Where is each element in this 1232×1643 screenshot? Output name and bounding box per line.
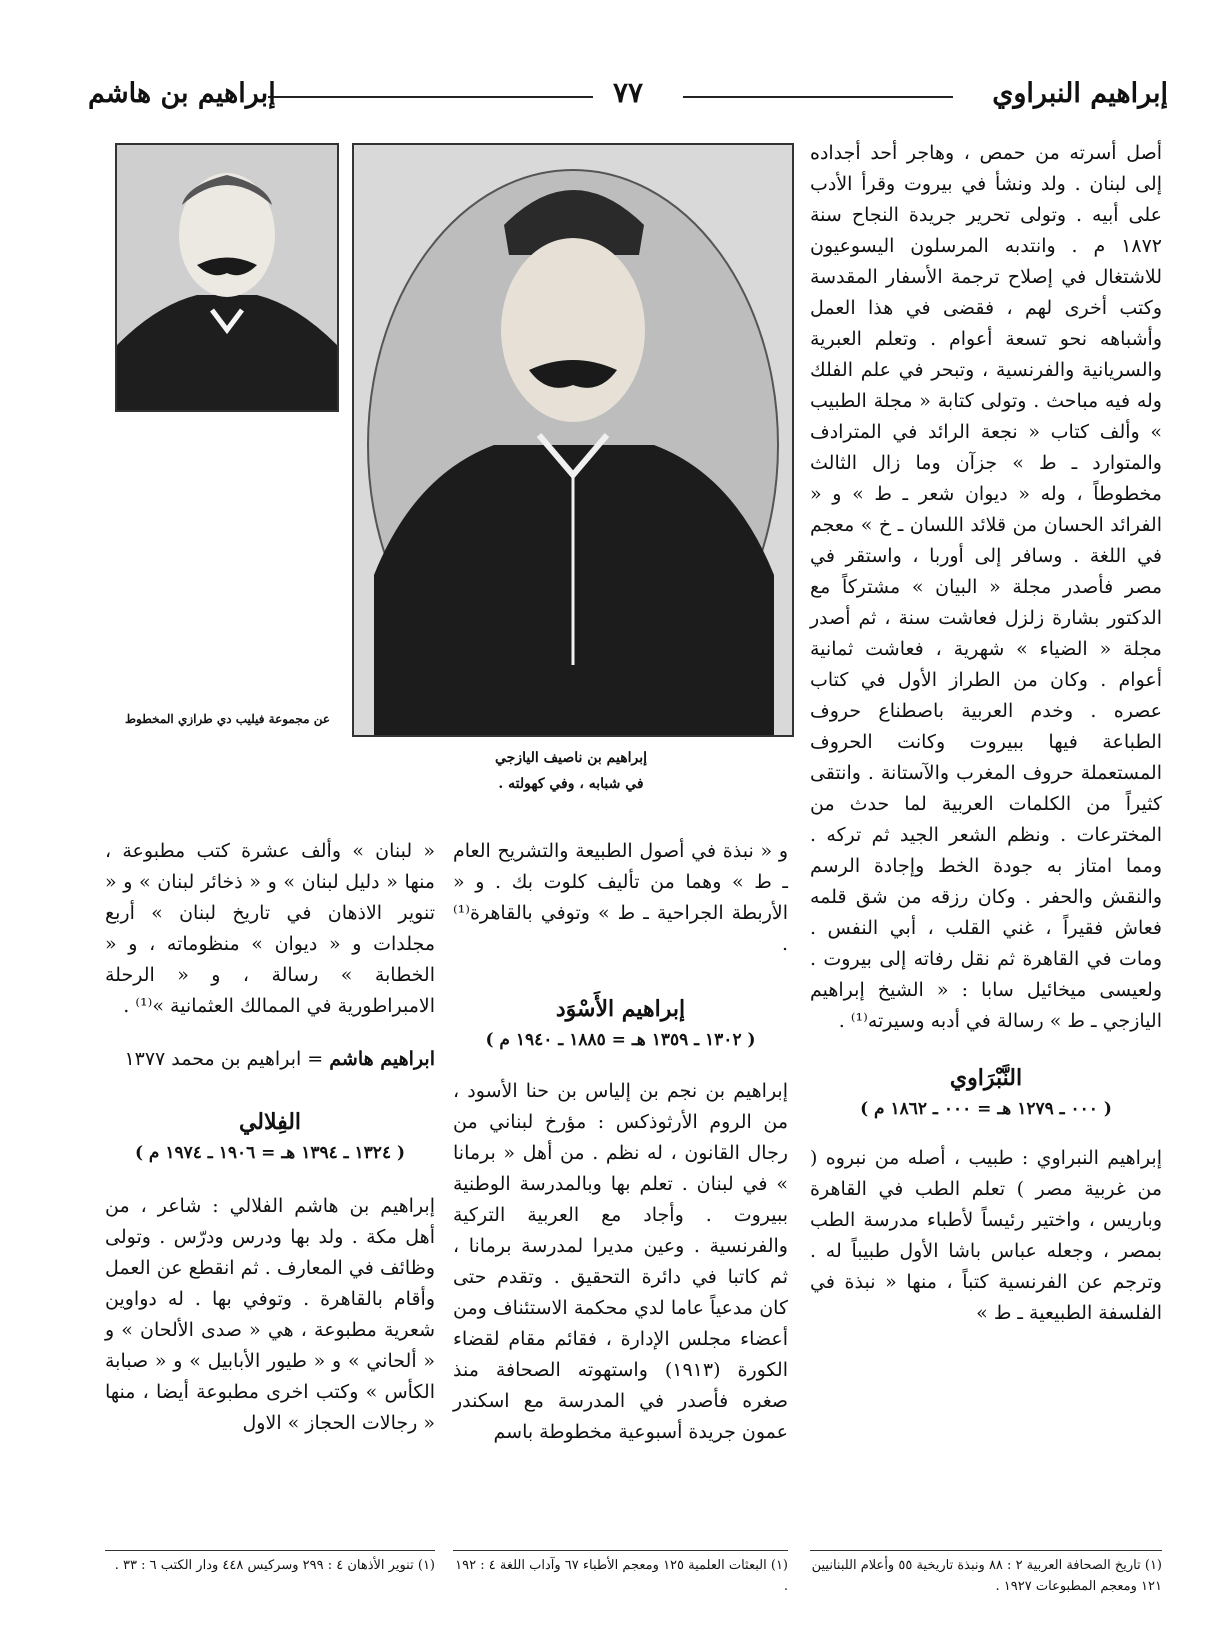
left-column: [105, 836, 435, 1439]
portrait-old-photo: [115, 143, 339, 412]
right-footnote: (١) تاريخ الصحافة العربية ٢ : ٨٨ ونبذة تاريخية ٥٥ وأعلام اللبنانيين ١٢١ ومعجم المطبوعات ١٩٢٧ .: [811, 1558, 1162, 1594]
entry-text-nabrawi: إبراهيم النبراوي : طبيب ، أصله من نبروه ( من غربية مصر ) تعلم الطب في القاهرة وباريس ، واختير رئيساً لأطباء مدرسة الطب بمصر ، وجعله عباس باشا الأول طبيباً له . وترجم عن الفرنسية كتباً ، منها « نبذة في الفلسفة الطبيعية ـ ط »: [810, 1147, 1162, 1324]
right-footnote-block: [810, 1550, 1162, 1597]
footnote-rule: [810, 1550, 1162, 1551]
portrait-old-image: [117, 145, 337, 410]
cross-reference: [105, 1044, 435, 1075]
footnote-rule: [453, 1550, 788, 1551]
entry-dates-aswad: ( ١٣٠٢ ـ ١٣٥٩ هـ = ١٨٨٥ ـ ١٩٤٠ م ): [485, 1030, 756, 1050]
header-rule-right: [683, 96, 953, 98]
page-number: ٧٧: [612, 76, 644, 109]
main-photo-caption: [352, 745, 790, 797]
running-header: [88, 72, 1168, 116]
caption-line-2: في شبابه ، وفي كهولته .: [498, 776, 644, 792]
entry-title-falali: الفِلالي: [238, 1109, 302, 1135]
portrait-young-photo: [352, 143, 794, 737]
yazji-entry-text: أصل أسرته من حمص ، وهاجر أحد أجداده إلى لبنان . ولد ونشأ في بيروت وقرأ الأدب على أبيه . وتولى تحرير جريدة النجاح سنة ١٨٧٢ م . وانتدبه المرسلون اليسوعيون للاشتغال في إصلاح ترجمة الأسفار المقدسة وكتب أخرى لهم ، فقضى في هذا العمل وأشباهه نحو تسعة أعوام . وتعلم العبرية والسريانية والفرنسية ، وتبحر في علم الفلك وله فيه مباحث . وتولى كتابة « مجلة الطبيب » وألف كتاب « نجعة الرائد في المترادف والمتوارد ـ ط » جزآن وما زال الثالث مخطوطاً ، وله « ديوان شعر ـ ط » و « الفرائد الحسان من قلائد اللسان ـ خ » معجم في اللغة . وسافر إلى أوربا ، واستقر في مصر فأصدر مجلة « البيان » مشتركاً مع الدكتور بشارة زلزل فعاشت سنة ، ثم أصدر مجلة « الضياء » شهرية ، فعاشت ثمانية أعوام . وكان من الطراز الأول في كتاب عصره . وخدم العربية باصطناع حروف الطباعة فيها ببيروت وكانت الحروف المستعملة حروف المغرب والآستانة . وانتقى كثيراً من الكلمات العربية لما حدث من المخترعات . ونظم الشعر الجيد ثم تركه . ومما امتاز به جودة الخط وإجادة الرسم والنقش والحفر . وكان رزقه من شق قلمه فعاش فقيراً ، غني القلب ، أبي النفس . ومات في القاهرة ثم نقل رفاته إلى بيروت . ولعيسى ميخائيل سابا : « الشيخ إبراهيم اليازجي ـ ط » رسالة في أدبه وسيرته⁽¹⁾ .: [810, 142, 1162, 1032]
entry-title-aswad: إبراهيم الأَسْوَد: [555, 996, 686, 1022]
entry-text-aswad: إبراهيم بن نجم بن إلياس بن حنا الأسود ، من الروم الأرثوذكس : مؤرخ لبناني من رجال القانون ، له نظم . من أهل « برمانا » في لبنان . تعلم بها وبالمدرسة الوطنية ببيروت . وأجاد مع العربية التركية والفرنسية . وعين مديرا لمدرسة برمانا ، ثم كاتبا في دائرة التحقيق . وتقدم حتى كان مدعياً عاما لدي محكمة الاستئناف ومن أعضاء مجلس الإدارة ، فقائم مقام لقضاء الكورة (١٩١٣) واستهوته الصحافة منذ صغره فأصدر في المدرسة مع اسكندر عمون جريدة أسبوعية مخطوطة باسم: [453, 1080, 788, 1443]
small-photo-credit: عن مجموعة فيليب دي طرازي المخطوط: [124, 712, 331, 726]
portrait-young-image: [354, 145, 792, 735]
left-footnote-block: [105, 1550, 435, 1576]
entry-title-nabrawi: النَّبْرَاوي: [949, 1065, 1023, 1091]
header-right-title: إبراهيم النبراوي: [992, 78, 1168, 109]
cross-ref-label: ابراهيم هاشم: [329, 1048, 435, 1070]
caption-line-1: إبراهيم بن ناصيف اليازجي: [495, 750, 647, 766]
left-intro-text: « لبنان » وألف عشرة كتب مطبوعة ، منها « دليل لبنان » و « ذخائر لبنان » و « تنوير الاذهان في تاريخ لبنان » أربع مجلدات و « ديوان » منظوماته ، و « الخطابة » رسالة ، و « الرحلة الامبراطورية في الممالك العثمانية »⁽¹⁾ .: [105, 840, 435, 1017]
entry-dates-nabrawi: ( ٠٠٠ ـ ١٢٧٩ هـ = ٠٠٠ ـ ١٨٦٢ م ): [860, 1099, 1112, 1119]
middle-column: [453, 836, 788, 1448]
middle-intro-text: و « نبذة في أصول الطبيعة والتشريح العام ـ ط » وهما من تأليف كلوت بك . و « الأربطة الجراحية ـ ط » وتوفي بالقاهرة⁽¹⁾ .: [453, 840, 788, 955]
right-column: [810, 138, 1162, 1329]
entry-dates-falali: ( ١٣٢٤ ـ ١٣٩٤ هـ = ١٩٠٦ ـ ١٩٧٤ م ): [134, 1143, 406, 1163]
left-footnote: (١) تنوير الأذهان ٤ : ٢٩٩ وسركيس ٤٤٨ ودار الكتب ٦ : ٣٣ .: [114, 1558, 435, 1573]
middle-footnote-block: [453, 1550, 788, 1597]
header-rule-left: [268, 96, 593, 98]
cross-ref-text: = ابراهيم بن محمد ١٣٧٧: [124, 1048, 324, 1070]
middle-footnote: (١) البعثات العلمية ١٢٥ ومعجم الأطباء ٦٧ وآداب اللغة ٤ : ١٩٢ .: [455, 1558, 788, 1594]
header-left-title: إبراهيم بن هاشم: [88, 78, 276, 109]
footnote-rule: [105, 1550, 435, 1551]
entry-text-falali: إبراهيم بن هاشم الفلالي : شاعر ، من أهل مكة . ولد بها ودرس ودرّس . وتولى وظائف في المعارف . ثم انقطع عن العمل وأقام بالقاهرة . وتوفي بها . له دواوين شعرية مطبوعة ، هي « صدى الألحان » و « ألحاني » و « طيور الأبابيل » و « صبابة الكأس » وكتب اخرى مطبوعة أيضا ، منها « رجالات الحجاز » الاول: [105, 1195, 435, 1434]
